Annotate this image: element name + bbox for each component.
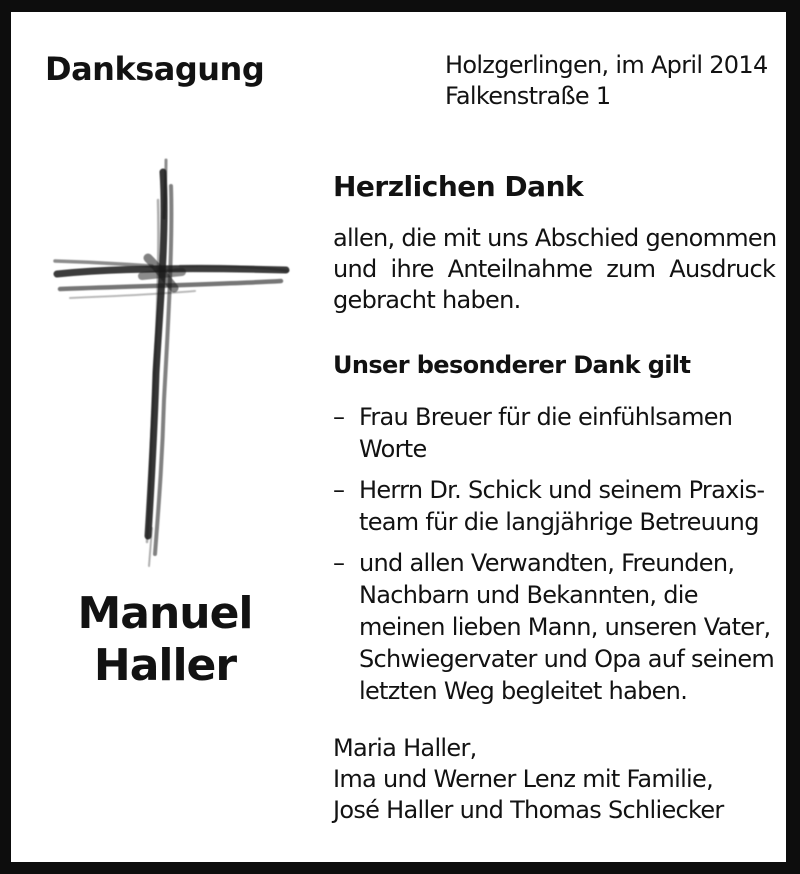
signatories xyxy=(333,733,773,826)
thanks-list xyxy=(333,401,773,716)
text-line: Worte xyxy=(359,435,427,463)
dash-bullet: – xyxy=(333,403,345,431)
text-line: team für die langjährige Betreuung xyxy=(359,508,759,536)
text-line: meinen lieben Mann, unseren Vater, xyxy=(359,613,771,641)
special-thanks-subheading: Unser besonderer Dank gilt xyxy=(333,351,691,379)
text-line: José Haller und Thomas Schliecker xyxy=(333,796,724,824)
text-line: gebracht haben. xyxy=(333,286,521,314)
thanks-item-relatives-friends xyxy=(333,547,773,707)
thanks-item-frau-breuer xyxy=(333,401,773,465)
text-line: Herrn Dr. Schick und seinem Praxis- xyxy=(359,476,765,504)
dash-bullet: – xyxy=(333,476,345,504)
text-line: und ihre Anteilnahme zum Ausdruck xyxy=(333,255,776,283)
thanks-item-text xyxy=(359,547,773,707)
thanks-item-text xyxy=(359,474,773,538)
deceased-name xyxy=(25,588,305,692)
thanks-item-dr-schick xyxy=(333,474,773,538)
dash-bullet: – xyxy=(333,549,345,577)
text-line: Nachbarn und Bekannten, die xyxy=(359,581,698,609)
deceased-name-first: Manuel xyxy=(77,588,253,639)
dateline-place-date: Holzgerlingen, im April 2014 xyxy=(445,51,768,79)
dateline-street: Falkenstraße 1 xyxy=(445,82,611,110)
text-line: Maria Haller, xyxy=(333,734,477,762)
charcoal-cross-icon xyxy=(30,138,310,573)
text-line: letzten Weg begleitet haben. xyxy=(359,677,688,705)
text-line: und allen Verwandten, Freunden, xyxy=(359,549,735,577)
main-heading: Herzlichen Dank xyxy=(333,170,584,203)
text-line: Ima und Werner Lenz mit Familie, xyxy=(333,765,714,793)
text-line: Frau Breuer für die einfühlsamen xyxy=(359,403,733,431)
notice-type-label: Danksagung xyxy=(45,50,265,88)
text-line: allen, die mit uns Abschied genommen xyxy=(333,224,777,252)
thanks-item-text xyxy=(359,401,773,465)
deceased-name-last: Haller xyxy=(93,640,237,691)
intro-paragraph xyxy=(333,223,777,316)
text-line: Schwiegervater und Opa auf seinem xyxy=(359,645,775,673)
dateline xyxy=(445,50,768,112)
